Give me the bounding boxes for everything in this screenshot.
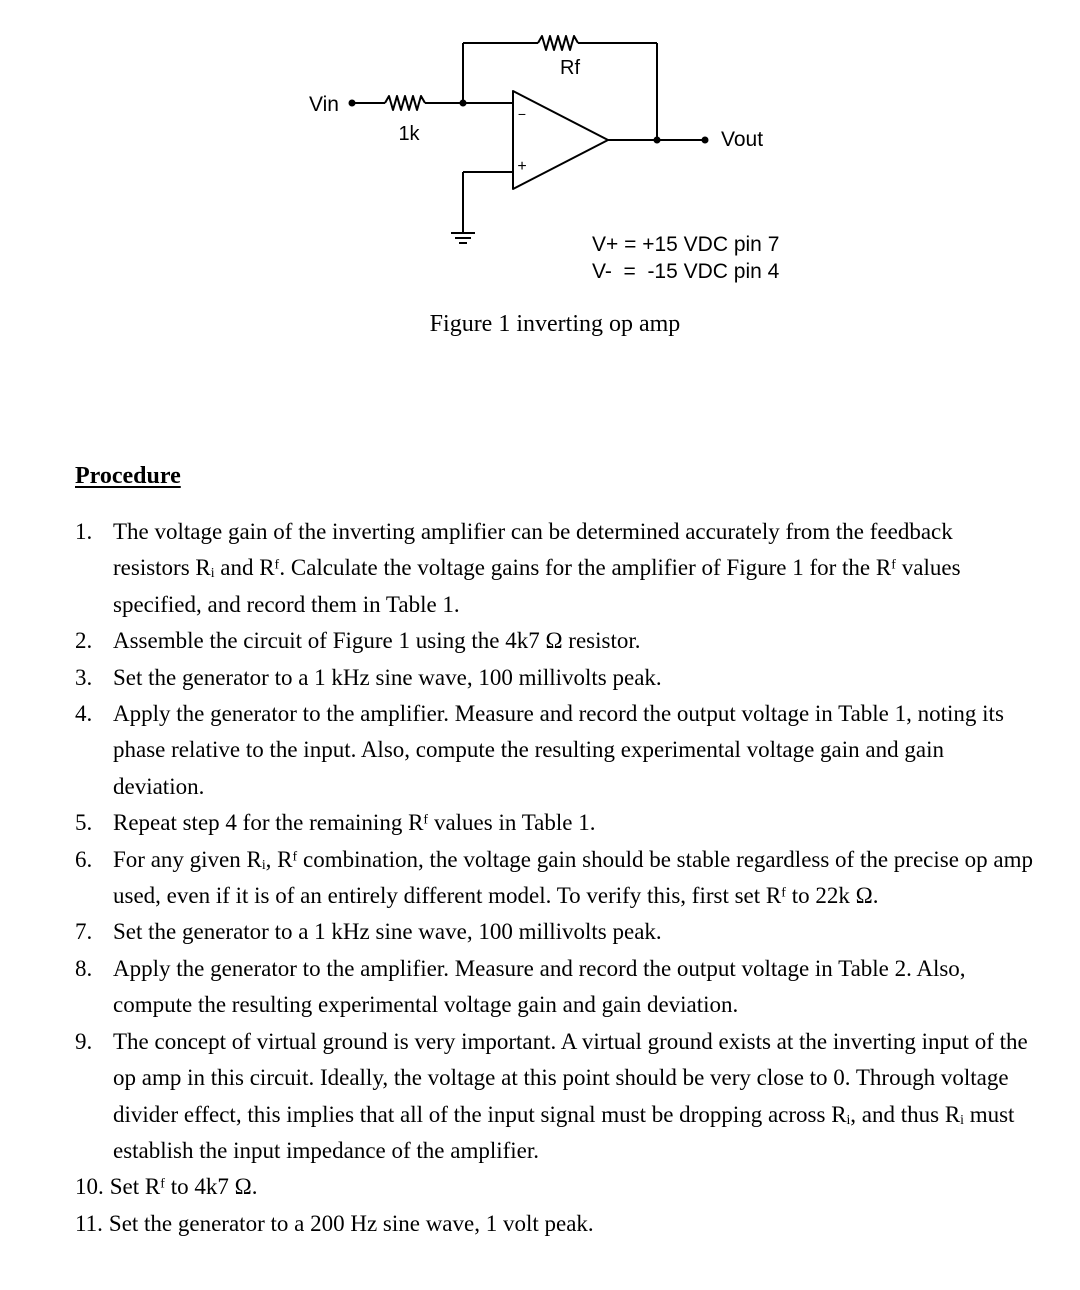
inverting-op-amp-schematic (0, 0, 1080, 300)
step-text: Set Rᶠ to 4k7 Ω. (109, 1174, 258, 1200)
step-text: Assemble the circuit of Figure 1 using the 4k7 Ω resistor. (113, 628, 641, 654)
step-number: 7. (75, 919, 93, 945)
step-text: For any given Rᵢ, Rᶠ combination, the voltage gain should be stable regardless of the precise op amp used, even if it is of an entirely different model. To verify this, first set Rᶠ to 22k Ω. (113, 846, 1034, 909)
negative-supply-label: V- = -15 VDC pin 4 (592, 260, 780, 283)
feedback-resistor-label: Rf (560, 57, 580, 79)
noninverting-input-sign: + (517, 158, 527, 175)
procedure-step (75, 1169, 1035, 1205)
vin-terminal (349, 100, 356, 107)
step-text: Repeat step 4 for the remaining Rᶠ values in Table 1. (113, 810, 596, 836)
procedure-steps (75, 514, 1035, 1242)
procedure-step (75, 914, 1035, 950)
procedure-step (75, 1024, 1035, 1170)
step-number: 3. (75, 664, 93, 690)
step-number: 8. (75, 955, 93, 981)
procedure-step (75, 623, 1035, 659)
inverting-input-sign: − (517, 106, 527, 122)
vin-label: Vin (309, 93, 339, 116)
step-number: 9. (75, 1028, 93, 1054)
procedure-step (75, 805, 1035, 841)
output-junction-dot (654, 137, 661, 144)
procedure-step (75, 514, 1035, 623)
step-number: 10. (75, 1174, 104, 1200)
vout-label: Vout (721, 128, 764, 151)
step-text: Apply the generator to the amplifier. Measure and record the output voltage in Table 1, noting its phase relative to the input. Also, compute the resulting experimental voltage gain and gain deviation. (113, 701, 1004, 799)
feedback-resistor (538, 36, 578, 50)
step-text: The voltage gain of the inverting amplifier can be determined accurately from the feedback resistors Rᵢ and Rᶠ. Calculate the voltage gains for the amplifier of Figure 1 for the Rᶠ values specified, and record them in Table 1. (113, 519, 961, 617)
step-text: Apply the generator to the amplifier. Measure and record the output voltage in Table 2. Also, compute the resulting experimental voltage gain and gain deviation. (113, 955, 966, 1018)
step-number: 6. (75, 846, 93, 872)
op-amp-triangle (513, 91, 608, 189)
procedure-step (75, 1206, 1035, 1242)
step-text: Set the generator to a 200 Hz sine wave, 1 volt peak. (108, 1210, 594, 1236)
step-number: 2. (75, 628, 93, 654)
step-number: 4. (75, 701, 93, 727)
step-number: 11. (75, 1210, 103, 1236)
procedure-step (75, 660, 1035, 696)
step-text: The concept of virtual ground is very important. A virtual ground exists at the inverting input of the op amp in this circuit. Ideally, the voltage at this point should be very close to 0. Through voltage divider effect, this implies that all of the input signal must be dropping across Rᵢ, and thus Rᵢ must establish the input impedance of the amplifier. (113, 1028, 1028, 1163)
input-resistor-label: 1k (398, 123, 420, 145)
step-text: Set the generator to a 1 kHz sine wave, 100 millivolts peak. (113, 919, 662, 945)
procedure-step (75, 842, 1035, 915)
figure-caption: Figure 1 inverting op amp (429, 311, 681, 337)
step-number: 5. (75, 810, 93, 836)
procedure-heading: Procedure (75, 463, 181, 489)
positive-supply-label: V+ = +15 VDC pin 7 (592, 233, 780, 256)
procedure-step (75, 696, 1035, 805)
step-text: Set the generator to a 1 kHz sine wave, 100 millivolts peak. (113, 664, 662, 690)
input-resistor (385, 96, 425, 110)
vout-terminal (702, 137, 709, 144)
step-number: 1. (75, 519, 93, 544)
input-junction-dot (460, 100, 467, 107)
procedure-step (75, 951, 1035, 1024)
